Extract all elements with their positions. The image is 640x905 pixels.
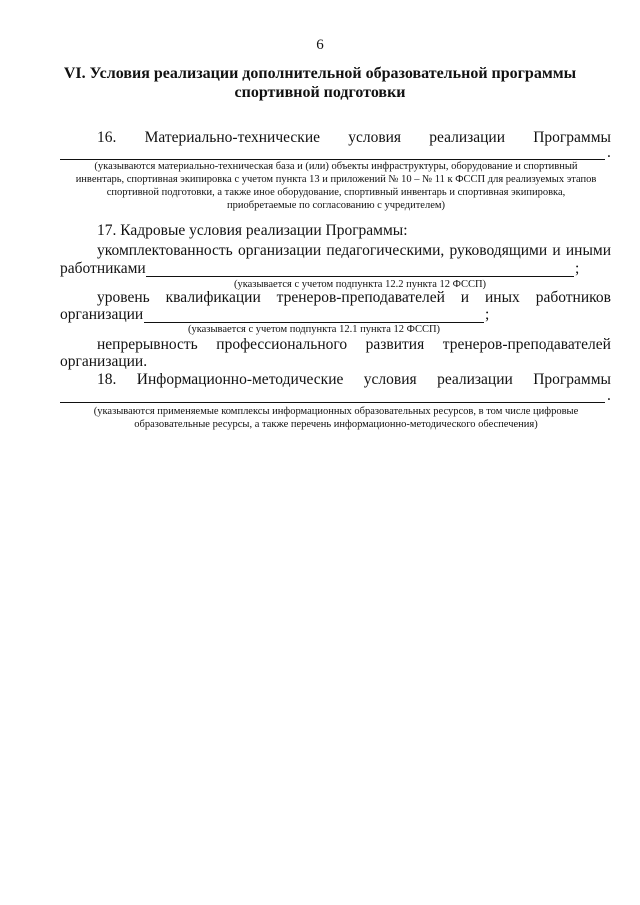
development-word: непрерывность [97, 336, 198, 353]
development-word: развития [365, 336, 425, 353]
qualification-word: квалификации [165, 289, 261, 306]
staffing-word: иными [565, 242, 611, 259]
section-18-word: Информационно-методические [136, 371, 344, 388]
staffing-label: работниками [60, 260, 146, 277]
section-18-end-period: . [607, 387, 611, 404]
section-16-word: реализации [429, 129, 506, 146]
section-18-word: условия [363, 371, 417, 388]
qualification-word: иных [485, 289, 520, 306]
section-16-end-period: . [607, 144, 611, 161]
staffing-word: педагогическими, [326, 242, 445, 259]
qualification-word: тренеров-преподавателей [276, 289, 445, 306]
qualification-word: работников [535, 289, 611, 306]
qualification-word: и [460, 289, 470, 306]
section-18-word: 18. [97, 371, 117, 388]
qualification-end: ; [485, 306, 490, 323]
section-18-note-line: (указываются применяемые комплексы информационных образовательных ресурсов, в том числе цифровые [93, 406, 579, 417]
qualification-word: уровень [97, 289, 150, 306]
staffing-word: и [552, 242, 561, 259]
staffing-fill-line [146, 276, 574, 277]
development-word: тренеров-преподавателей [442, 336, 611, 353]
development-line [97, 336, 611, 354]
section-18-note [60, 405, 612, 431]
qualification-label: организации [60, 306, 144, 323]
section-heading-line-1: VI. Условия реализации дополнительной образовательной программы [63, 65, 577, 82]
section-16-note-line: спортивной подготовки, а также иное оборудование, спортивный инвентарь и спортивная экипировка, [106, 187, 566, 198]
section-18-word: реализации [437, 371, 513, 388]
section-17-title: 17. Кадровые условия реализации Программы: [97, 222, 408, 239]
section-16-note-line: инвентарь, спортивная экипировка с учетом пункта 13 и приложений № 10 – № 11 к ФССП для реализуемых этапов [75, 174, 597, 185]
page-number: 6 [316, 37, 324, 53]
staffing-word: укомплектованность [97, 242, 233, 259]
staffing-word: руководящими [449, 242, 548, 259]
section-18-word: Программы [533, 371, 611, 388]
qualification-note: (указывается с учетом подпункта 12.1 пункта 12 ФССП) [187, 324, 441, 335]
section-16-note-line: приобретаемые по согласованию с учредителем) [226, 200, 446, 211]
staffing-note: (указывается с учетом подпункта 12.2 пункта 12 ФССП) [233, 279, 487, 290]
section-16-word: Программы [533, 129, 611, 146]
section-18-note-line: образовательные ресурсы, а также перечень информационно-методического обеспечения) [134, 419, 538, 430]
staffing-line [97, 242, 611, 260]
qualification-line [97, 289, 611, 307]
section-16-word: условия [348, 129, 402, 146]
section-16-note-line: (указываются материально-техническая база и (или) объекты инфраструктуры, оборудование и спортивный [94, 161, 578, 172]
section-16-word: Материально-технические [144, 129, 320, 146]
section-16-note [60, 160, 612, 212]
staffing-end: ; [575, 260, 580, 277]
section-16-heading [97, 129, 611, 147]
staffing-word: организации [237, 242, 322, 259]
development-end: организации. [60, 353, 148, 370]
section-18-fill-line [60, 402, 605, 403]
section-16-word: 16. [97, 129, 117, 146]
development-word: профессионального [216, 336, 348, 353]
section-heading-line-2: спортивной подготовки [234, 84, 406, 101]
section-18-heading [97, 371, 611, 389]
